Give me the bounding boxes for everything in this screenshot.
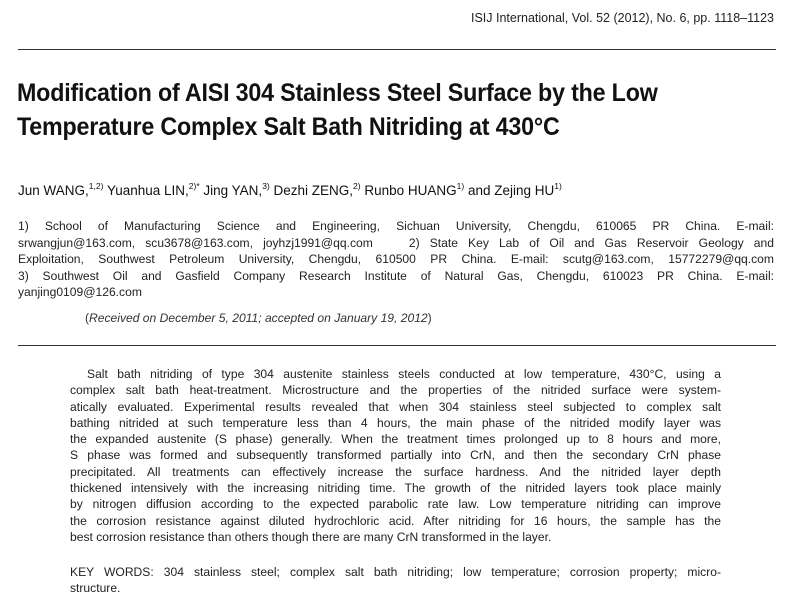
author-affiliation-mark: 2)* (188, 181, 200, 191)
received-text: Received on December 5, 2011; accepted on January 19, 2012 (89, 311, 428, 325)
abstract-line: S phase was formed and subsequently transformed partially into CrN, and then the secondary CrN phase (70, 448, 721, 463)
abstract (70, 366, 721, 545)
affiliation-line: Exploitation, Southwest Petroleum University, Chengdu, 610500 PR China. E-mail: scutg@163.com, 15772279@qq.com (18, 252, 774, 266)
abstract-line: bathing nitrided at such temperature less than 4 hours, the main phase of the nitrided modify layer was (70, 415, 721, 430)
author-name: Jun WANG, (18, 183, 89, 198)
abstract-line: best corrosion resistance than others though there are many CrN transformed in the layer. (70, 529, 552, 544)
affiliation-emails: srwangjun@163.com, scu3678@163.com, joyhzj1991@qq.com (18, 235, 373, 250)
author-name: and Zejing HU (468, 183, 555, 198)
received-dates (85, 311, 432, 325)
paper-title (17, 76, 724, 144)
abstract-line: complex salt bath heat-treatment. Microstructure and the properties of the nitrided surface were system- (70, 383, 721, 398)
affiliation-line: yanjing0109@126.com (18, 285, 142, 299)
author-affiliation-mark: 1,2) (88, 181, 104, 191)
author-name: Runbo HUANG (364, 183, 457, 198)
received-close-paren: ) (427, 311, 432, 325)
key-words (70, 564, 721, 597)
abstract-line: atically evaluated. Experimental results revealed that when 304 stainless steel subjected to complex salt (70, 399, 721, 414)
abstract-line: Salt bath nitriding of type 304 austenite stainless steels conducted at low temperature, 430°C, using a (87, 367, 721, 381)
affiliation-text: 2) State Key Lab of Oil and Gas Reservoir Geology and (408, 235, 774, 250)
author-affiliation-mark: 2) (353, 181, 361, 191)
abstract-line: thickened intensively with the increasing nitriding time. The growth of the nitrided layers took place mainly (70, 481, 721, 496)
title-line: Temperature Complex Salt Bath Nitriding at 430°C (17, 113, 560, 141)
affiliation-line: 1) School of Manufacturing Science and Engineering, Sichuan University, Chengdu, 610065 PR China. E-mail: (18, 219, 774, 233)
affiliation-line: 3) Southwest Oil and Gasfield Company Research Institute of Natural Gas, Chengdu, 610023 PR China. E-mail: (18, 268, 774, 283)
abstract-line: precipitated. All treatments can effectively increase the surface hardness. And the nitrided layer depth (70, 464, 721, 479)
keywords-line: structure. (70, 581, 121, 596)
author-list (18, 183, 562, 198)
abstract-rule (18, 345, 776, 346)
abstract-line: the corrosion resistance against diluted hydrochloric acid. After nitriding for 16 hours, the sample has the (70, 513, 721, 528)
affiliations (18, 218, 774, 301)
keywords-line: KEY WORDS: 304 stainless steel; complex salt bath nitriding; low temperature; corrosion property; micro- (70, 565, 721, 579)
author-name: Dezhi ZENG, (273, 183, 354, 198)
affiliation-line (18, 235, 774, 252)
author-name: Jing YAN, (203, 183, 263, 198)
author-name: Yuanhua LIN, (106, 183, 189, 198)
author-affiliation-mark: 3) (262, 181, 270, 191)
received-open-paren: ( (85, 311, 90, 325)
title-line: Modification of AISI 304 Stainless Steel Surface by the Low (17, 79, 658, 107)
author-affiliation-mark: 1) (456, 181, 465, 191)
journal-citation: ISIJ International, Vol. 52 (2012), No. 6, pp. 1118–1123 (471, 11, 774, 25)
abstract-line: the expanded austenite (S phase) generally. When the treatment times prolonged up to 8 hours and more, (70, 432, 721, 447)
author-affiliation-mark: 1) (554, 181, 562, 191)
header-rule (18, 49, 776, 50)
abstract-line: by nitrogen diffusion according to the expected parabolic rate law. Low temperature nitriding can improve (70, 497, 721, 512)
